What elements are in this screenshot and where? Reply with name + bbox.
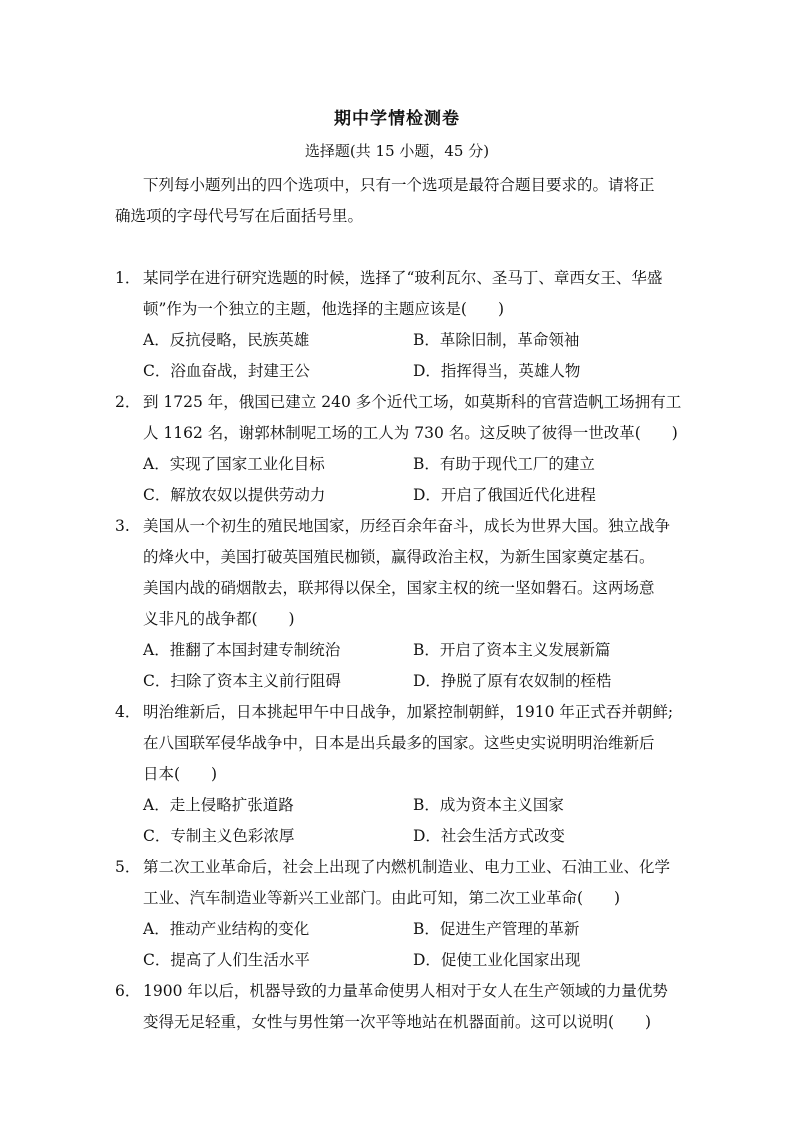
question-text: 到 1725 年，俄国已建立 240 多个近代工场，如莫斯科的官营造帆工场拥有工 <box>143 393 682 411</box>
option-a: A．实现了国家工业化目标 <box>143 455 325 473</box>
option-c: C．解放农奴以提供劳动力 <box>143 486 326 504</box>
question-number: 1． <box>115 269 141 287</box>
option-b: B．促进生产管理的革新 <box>413 920 580 938</box>
question-text: 义非凡的战争都( ) <box>143 610 295 628</box>
question-text: 第二次工业革命后，社会上出现了内燃机制造业、电力工业、石油工业、化学 <box>143 858 671 876</box>
question-number: 4． <box>115 703 141 721</box>
question-text: 美国内战的硝烟散去，联邦得以保全，国家主权的统一坚如磐石。这两场意 <box>143 579 655 597</box>
option-c: C．提高了人们生活水平 <box>143 951 310 969</box>
instructions-line-2: 确选项的字母代号写在后面括号里。 <box>115 207 364 225</box>
question-text: 日本( ) <box>143 765 218 783</box>
question-text: 变得无足轻重，女性与男性第一次平等地站在机器面前。这可以说明( ) <box>143 1013 652 1031</box>
option-d: D．开启了俄国近代化进程 <box>413 486 596 504</box>
question-number: 3. <box>115 517 130 535</box>
question-6 <box>115 976 668 1007</box>
option-a: A．推动产业结构的变化 <box>143 920 310 938</box>
option-b: B．开启了资本主义发展新篇 <box>413 641 611 659</box>
question-3 <box>115 511 670 542</box>
option-d: D．挣脱了原有农奴制的桎梏 <box>413 672 612 690</box>
question-text: 工业、汽车制造业等新兴工业部门。由此可知，第二次工业革命( ) <box>143 889 621 907</box>
question-text: 顿”作为一个独立的主题，他选择的主题应该是( ) <box>143 300 505 318</box>
instructions-line-1: 下列每小题列出的四个选项中，只有一个选项是最符合题目要求的。请将正 <box>143 176 655 194</box>
question-text: 1900 年以后，机器导致的力量革命使男人相对于女人在生产领域的力量优势 <box>143 982 668 1000</box>
option-a: A．推翻了本国封建专制统治 <box>143 641 341 659</box>
question-5 <box>115 852 670 883</box>
question-text: 在八国联军侵华战争中，日本是出兵最多的国家。这些史实说明明治维新后 <box>143 734 655 752</box>
option-b: B．革除旧制，革命领袖 <box>413 331 580 349</box>
question-number: 6． <box>115 982 141 1000</box>
question-text: 的烽火中，美国打破英国殖民枷锁，赢得政治主权，为新生国家奠定基石。 <box>143 548 655 566</box>
option-b: B．有助于现代工厂的建立 <box>413 455 595 473</box>
option-d: D．社会生活方式改变 <box>413 827 565 845</box>
question-4 <box>115 697 673 728</box>
option-b: B．成为资本主义国家 <box>413 796 564 814</box>
question-text: 明治维新后，日本挑起甲午中日战争，加紧控制朝鲜，1910 年正式吞并朝鲜; <box>143 703 674 721</box>
question-text: 美国从一个初生的殖民地国家，历经百余年奋斗，成长为世界大国。独立战争 <box>143 517 671 535</box>
option-d: D．指挥得当，英雄人物 <box>413 362 581 380</box>
page-title: 期中学情检测卷 <box>334 109 460 129</box>
option-d: D．促使工业化国家出现 <box>413 951 581 969</box>
option-a: A．走上侵略扩张道路 <box>143 796 294 814</box>
option-c: C．浴血奋战，封建王公 <box>143 362 310 380</box>
question-text: 某同学在进行研究选题的时候，选择了“玻利瓦尔、圣马丁、章西女王、华盛 <box>143 269 663 287</box>
option-a: A．反抗侵略，民族英雄 <box>143 331 310 349</box>
question-1 <box>115 263 662 294</box>
question-number: 2． <box>115 393 141 411</box>
question-2 <box>115 387 681 418</box>
question-number: 5． <box>115 858 141 876</box>
question-text: 人 1162 名，谢郭林制呢工场的工人为 730 名。这反映了彼得一世改革( ) <box>143 424 678 442</box>
option-c: C．专制主义色彩浓厚 <box>143 827 295 845</box>
option-c: C．扫除了资本主义前行阻碍 <box>143 672 341 690</box>
section-subtitle: 选择题(共 15 小题，45 分) <box>304 142 490 160</box>
